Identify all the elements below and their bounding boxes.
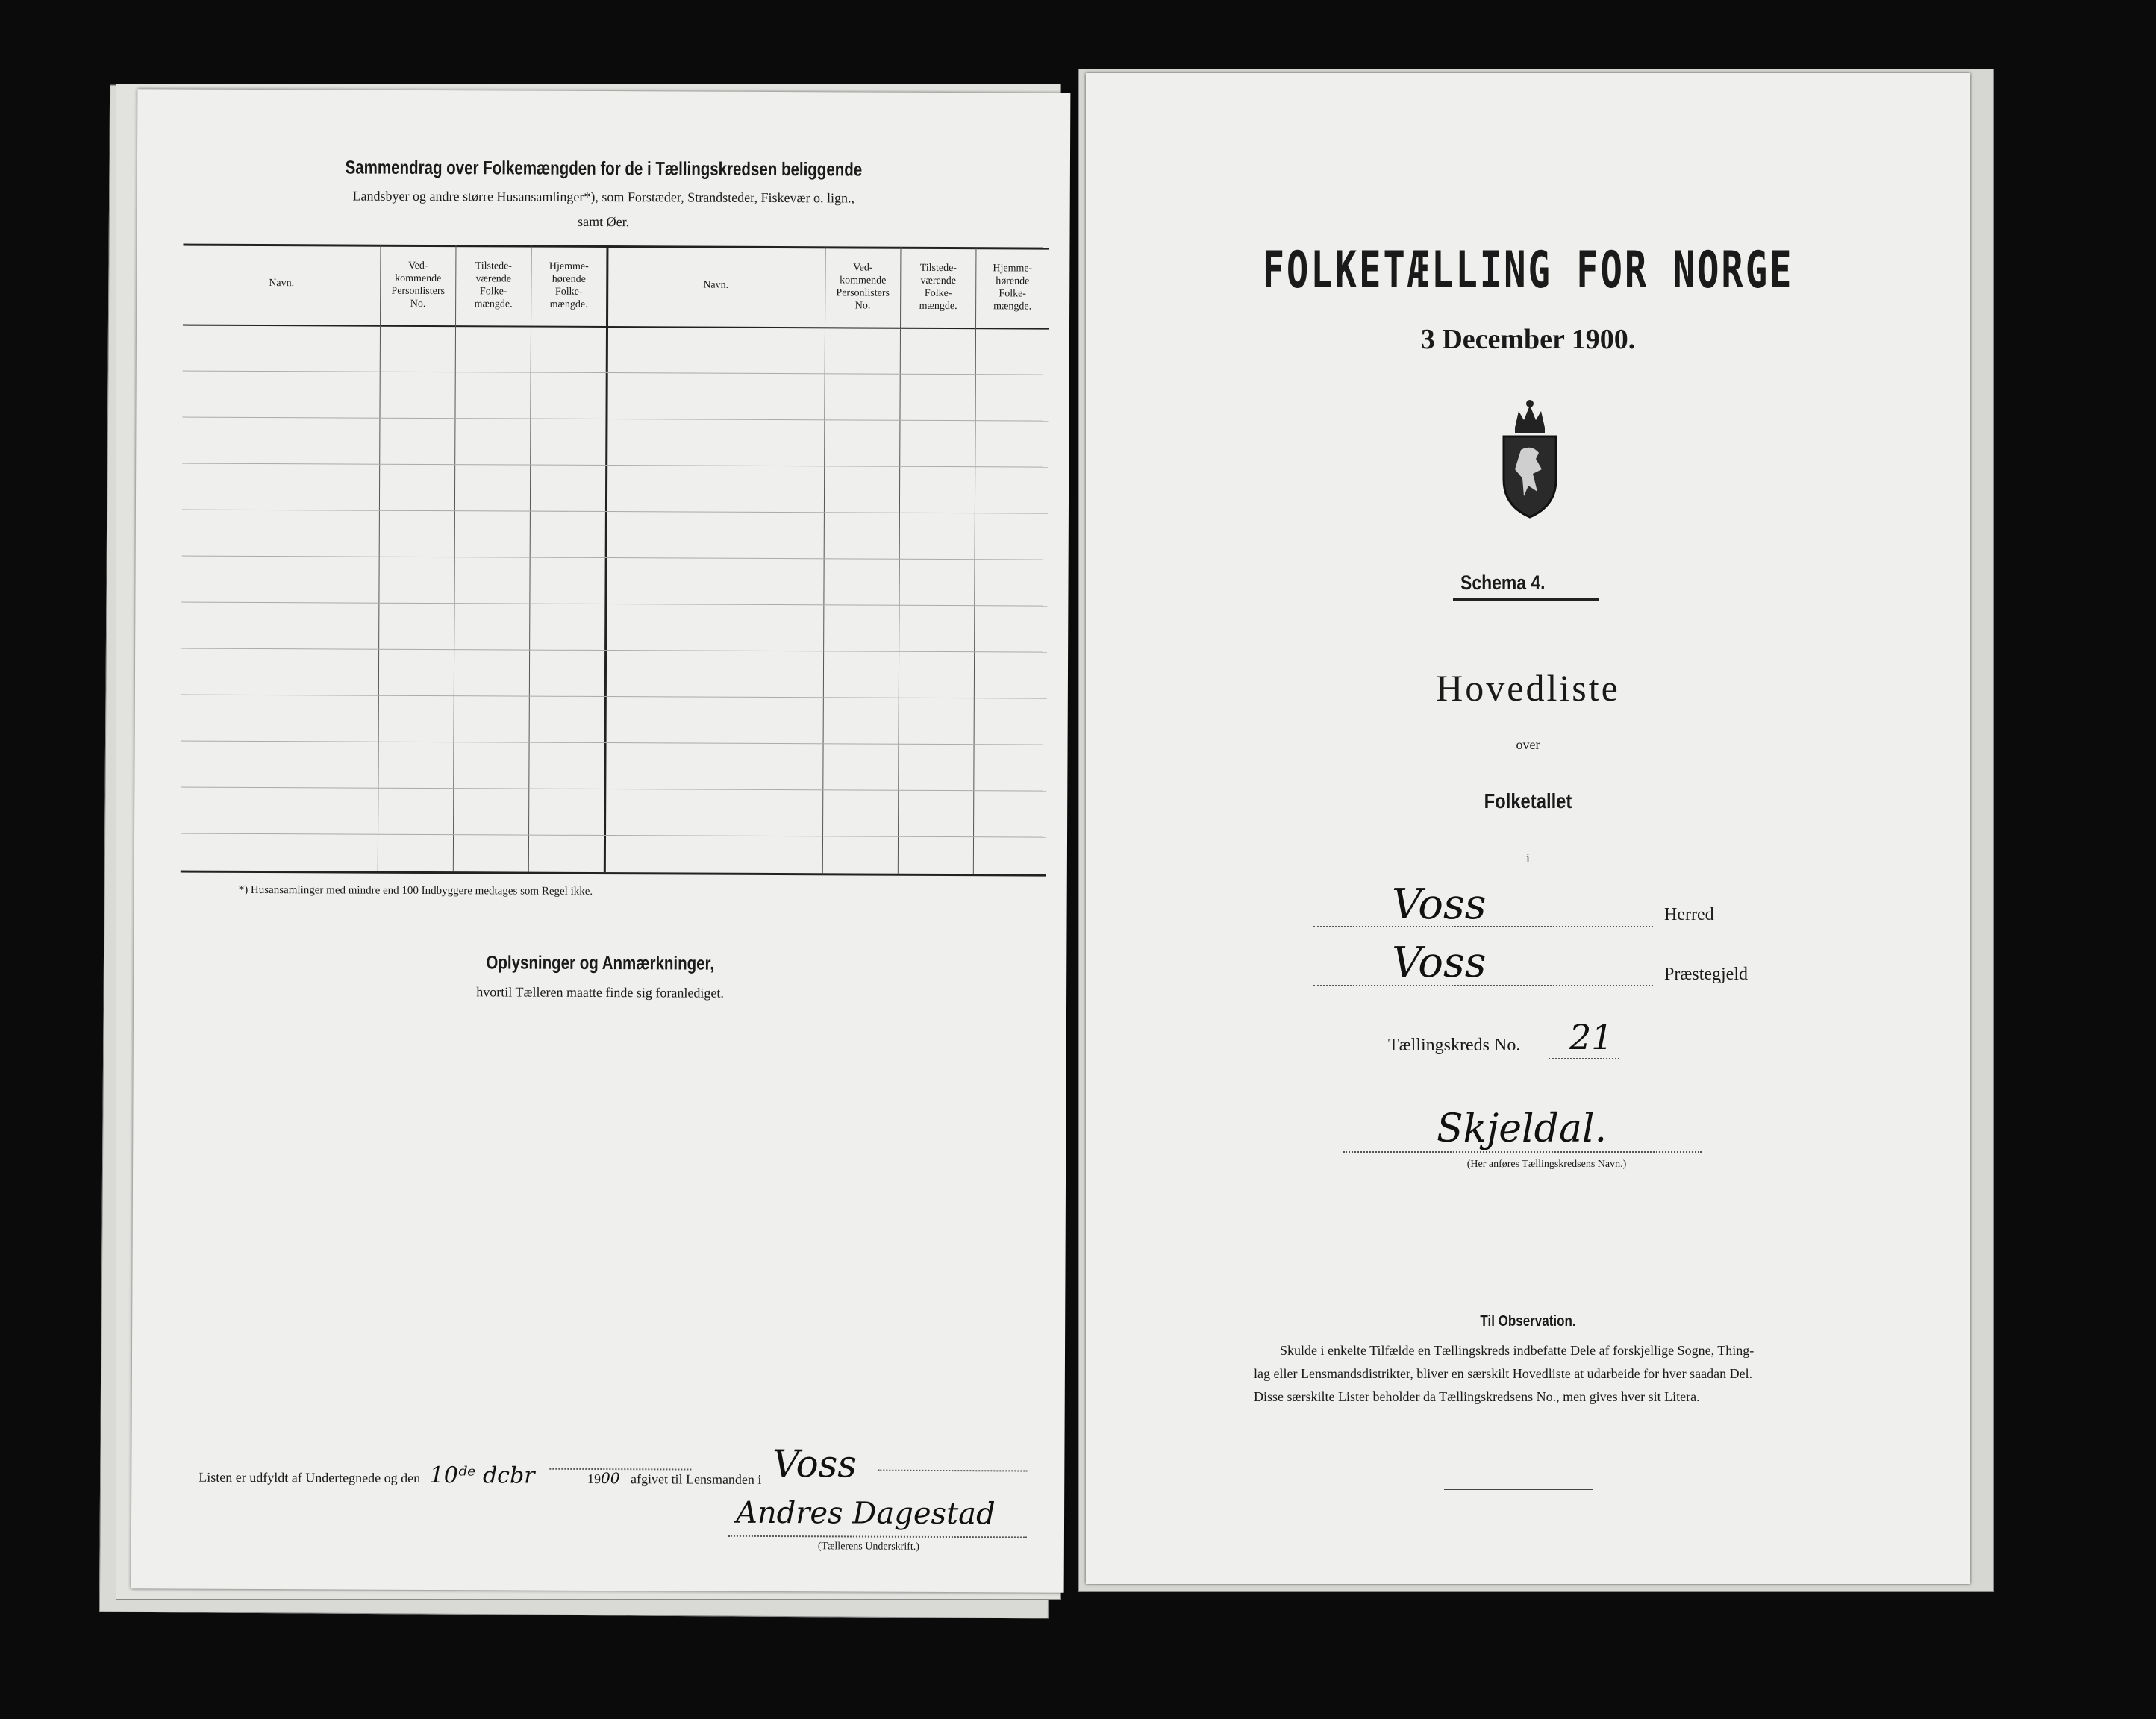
observation-line-1: Skulde i enkelte Tilfælde en Tællingskreds indbefatte Dele af forskjellige Sogne, Thing- — [1280, 1343, 1755, 1358]
submission-prefix: Listen er udfyldt af Undertegnede og den — [199, 1469, 421, 1485]
herred-value: Voss — [1392, 880, 1487, 929]
right-page — [1086, 73, 1970, 1584]
prestegjeld-value: Voss — [1392, 939, 1487, 987]
col-sep-2 — [453, 245, 457, 871]
table-header-rule — [183, 325, 1049, 330]
table-row-line — [181, 602, 1047, 607]
table-row-line — [182, 510, 1048, 514]
header-tilstede-right: Tilstede- værende Folke- mængde. — [919, 262, 957, 313]
header-hjemme-right: Hjemme- hørende Folke- mængde. — [993, 263, 1033, 313]
signature-dotted-line — [728, 1535, 1027, 1538]
herred-dotted-line — [1313, 926, 1653, 927]
table-row-line — [181, 833, 1046, 838]
over: over — [1516, 737, 1540, 752]
kreds-name: Skjeldal. — [1437, 1106, 1607, 1151]
summary-subheading-2: samt Øer. — [578, 213, 630, 230]
col-sep-middle — [604, 245, 609, 872]
col-sep-5 — [822, 246, 826, 873]
herred-label: Herred — [1664, 905, 1714, 924]
hovedliste: Hovedliste — [1436, 667, 1620, 709]
header-navn-right: Navn. — [703, 279, 729, 291]
enumerator-signature: Andres Dagestad — [735, 1495, 996, 1532]
i-word: i — [1525, 851, 1530, 865]
kreds-caption: (Her anføres Tællingskredsens Navn.) — [1466, 1159, 1627, 1170]
kreds-dotted-line — [1549, 1058, 1619, 1059]
col-sep-7 — [973, 247, 977, 874]
header-hjemme-left: Hjemme- hørende Folke- mængde. — [549, 260, 589, 310]
table-row-line — [182, 463, 1048, 468]
observation-line-3: Disse særskilte Lister beholder da Tællingskredsens No., men gives hver sit Litera. — [1254, 1389, 1700, 1404]
left-page — [131, 89, 1071, 1592]
summary-subheading-line1: Landsbyer og andre større Husansamlinger*), som Forstæder, Strandsteder, Fiskevær o. lign., — [352, 188, 855, 206]
census-title: FOLKETÆLLING FOR NORGE — [1262, 241, 1794, 300]
norway-coat-of-arms-icon — [1493, 398, 1567, 521]
submission-place: Voss — [772, 1442, 857, 1486]
header-ved-right: Ved- kommende Personlisters No. — [836, 262, 890, 312]
submission-year-prefix: 19 — [587, 1471, 602, 1487]
folketallet: Folketallet — [1484, 789, 1572, 812]
prestegjeld-dotted-line — [1313, 985, 1653, 986]
table-top-rule — [183, 244, 1049, 250]
kreds-number: 21 — [1569, 1017, 1613, 1057]
table-row-line — [181, 695, 1047, 699]
closing-rule-2 — [1444, 1489, 1593, 1490]
table-row-line — [182, 417, 1048, 422]
census-title-wrap — [1086, 241, 1970, 300]
col-sep-1 — [378, 245, 381, 871]
submission-middle: afgivet til Lensmanden i — [630, 1471, 762, 1487]
header-ved-left: Ved- kommende Personlisters No. — [391, 260, 446, 310]
table-row-line — [181, 787, 1046, 792]
table-row-line — [182, 556, 1048, 560]
summary-table — [181, 244, 1049, 878]
signature-caption: (Tællerens Underskrift.) — [817, 1541, 919, 1553]
schema-label: Schema 4. — [1460, 572, 1546, 594]
table-bottom-rule — [181, 871, 1046, 877]
prestegjeld-label: Præstegjeld — [1664, 965, 1748, 984]
kreds-label: Tællingskreds No. — [1388, 1036, 1521, 1055]
remarks-subtitle: hvortil Tælleren maatte finde sig foranlediget. — [476, 984, 724, 1001]
table-row-line — [183, 371, 1049, 375]
observation-line-2: lag eller Lensmandsdistrikter, bliver en særskilt Hovedliste at udarbeide for hver saadan Del. — [1254, 1366, 1753, 1381]
schema-underline — [1453, 598, 1599, 601]
census-date: 3 December 1900. — [1420, 324, 1636, 355]
kreds-name-dotted-line — [1343, 1151, 1702, 1153]
col-sep-3 — [528, 245, 532, 872]
table-row-line — [181, 741, 1047, 745]
summary-heading: Sammendrag over Folkemængden for de i Tællingskredsen beliggende — [345, 157, 863, 181]
header-navn-left: Navn. — [269, 278, 295, 289]
footnote: *) Husansamlinger med mindre end 100 Indbyggere medtages som Regel ikke. — [238, 883, 593, 898]
header-tilstede-left: Tilstede- værende Folke- mængde. — [474, 260, 513, 310]
submission-date: 10ᵈᵉ dcbr — [429, 1462, 535, 1489]
observation-title: Til Observation. — [1480, 1313, 1576, 1330]
submission-year: 00 — [601, 1469, 620, 1488]
table-row-line — [181, 648, 1047, 653]
remarks-title: Oplysninger og Anmærkninger, — [486, 952, 715, 974]
col-sep-6 — [898, 247, 902, 874]
summary-subheading — [137, 187, 1070, 207]
